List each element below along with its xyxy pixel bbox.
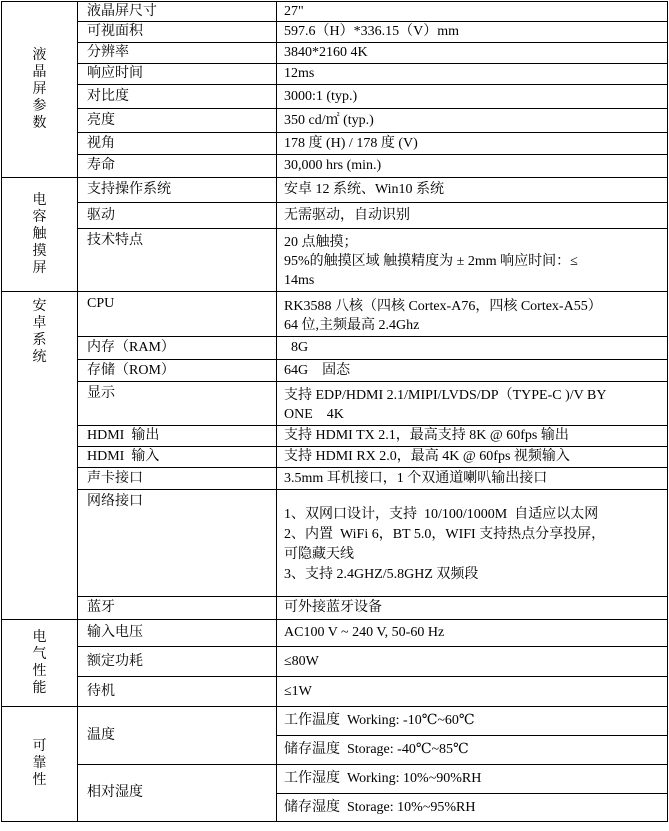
table-row — [2, 620, 668, 647]
value-line: 20 点触摸； — [284, 235, 358, 250]
param-value: 350 cd/㎡ (typ.) — [277, 109, 668, 133]
param-label: 亮度 — [78, 109, 277, 133]
table-row — [2, 468, 668, 490]
category-touch: 电容触摸屏 — [2, 178, 78, 292]
param-value: 3.5mm 耳机接口，1 个双通道喇叭输出接口 — [277, 468, 668, 490]
param-value: 储存湿度 Storage: 10%~95%RH — [277, 794, 668, 822]
table-row — [2, 155, 668, 178]
param-label: 显示 — [78, 382, 277, 426]
table-row — [2, 647, 668, 677]
param-label: 内存（RAM） — [78, 337, 277, 360]
table-row — [2, 229, 668, 292]
param-label: 支持操作系统 — [78, 178, 277, 203]
table-row — [2, 447, 668, 468]
category-lcd: 液晶屏参数 — [2, 2, 78, 178]
category-electrical: 电气性能 — [2, 620, 78, 707]
param-value-multiline — [277, 229, 668, 292]
param-label: 驱动 — [78, 203, 277, 229]
value-line: ONE 4K — [284, 407, 344, 422]
param-label: HDMI 输入 — [78, 447, 277, 468]
param-value: 工作温度 Working: -10℃~60℃ — [277, 707, 668, 736]
category-reliability: 可靠性 — [2, 707, 78, 822]
param-label: 蓝牙 — [78, 597, 277, 620]
param-label: 液晶屏尺寸 — [78, 2, 277, 22]
param-label: 声卡接口 — [78, 468, 277, 490]
param-value: 8G — [277, 337, 668, 360]
table-row — [2, 109, 668, 133]
param-value: 无需驱动，自动识别 — [277, 203, 668, 229]
param-value: 12ms — [277, 64, 668, 85]
table-row — [2, 707, 668, 736]
param-label: 存储（ROM） — [78, 360, 277, 382]
param-label: 对比度 — [78, 85, 277, 109]
table-row — [2, 490, 668, 597]
table-row — [2, 426, 668, 447]
param-label: CPU — [78, 292, 277, 337]
table-row — [2, 203, 668, 229]
value-line: 1、双网口设计，支持 10/100/1000M 自适应以太网 — [284, 506, 599, 522]
category-android: 安卓系统 — [2, 292, 78, 620]
param-value-multiline — [277, 382, 668, 426]
value-line: 95%的触摸区域 触摸精度为 ± 2mm 响应时间：≤ — [284, 254, 578, 269]
table-row — [2, 178, 668, 203]
param-value: 3000:1 (typ.) — [277, 85, 668, 109]
table-row — [2, 597, 668, 620]
param-value: 安卓 12 系统、Win10 系统 — [277, 178, 668, 203]
param-value: 支持 HDMI RX 2.0，最高 4K @ 60fps 视频输入 — [277, 447, 668, 468]
value-line: 64 位,主频最高 2.4Ghz — [284, 317, 420, 333]
param-label: 温度 — [78, 707, 277, 765]
value-line: 14ms — [284, 273, 315, 288]
value-line: 2、内置 WiFi 6，BT 5.0，WIFI 支持热点分享投屏， — [284, 526, 606, 542]
table-row — [2, 64, 668, 85]
table-row — [2, 85, 668, 109]
value-line: 3、支持 2.4GHZ/5.8GHZ 双频段 — [284, 566, 479, 582]
param-value: 27" — [277, 2, 668, 22]
table-row — [2, 677, 668, 707]
table-row — [2, 382, 668, 426]
param-label: 技术特点 — [78, 229, 277, 292]
param-label: 输入电压 — [78, 620, 277, 647]
param-label: 分辨率 — [78, 43, 277, 64]
table-row — [2, 2, 668, 22]
table-row — [2, 765, 668, 794]
param-label: 可视面积 — [78, 22, 277, 43]
param-value: 可外接蓝牙设备 — [277, 597, 668, 620]
param-value: 工作湿度 Working: 10%~90%RH — [277, 765, 668, 794]
param-value: 178 度 (H) / 178 度 (V) — [277, 133, 668, 155]
param-value: 支持 HDMI TX 2.1，最高支持 8K @ 60fps 输出 — [277, 426, 668, 447]
param-value: 储存温度 Storage: -40℃~85℃ — [277, 736, 668, 765]
table-row — [2, 360, 668, 382]
param-value: ≤1W — [277, 677, 668, 707]
param-value: 30,000 hrs (min.) — [277, 155, 668, 178]
table-row — [2, 43, 668, 64]
param-label: 寿命 — [78, 155, 277, 178]
param-value: 64G 固态 — [277, 360, 668, 382]
param-label: 响应时间 — [78, 64, 277, 85]
param-value: 3840*2160 4K — [277, 43, 668, 64]
table-row — [2, 133, 668, 155]
param-value: AC100 V ~ 240 V, 50-60 Hz — [277, 620, 668, 647]
value-line: RK3588 八核（四核 Cortex-A76，四核 Cortex-A55） — [284, 298, 602, 314]
param-label: 相对湿度 — [78, 765, 277, 822]
param-value-multiline — [277, 490, 668, 597]
table-row — [2, 292, 668, 337]
value-line: 支持 EDP/HDMI 2.1/MIPI/LVDS/DP（TYPE-C )/V BY — [284, 388, 607, 403]
table-row — [2, 22, 668, 43]
param-label: 额定功耗 — [78, 647, 277, 677]
value-line: 可隐藏天线 — [284, 546, 354, 562]
param-label: 网络接口 — [78, 490, 277, 597]
param-label: HDMI 输出 — [78, 426, 277, 447]
spec-table — [1, 1, 668, 822]
table-row — [2, 337, 668, 360]
param-value-multiline — [277, 292, 668, 337]
param-label: 视角 — [78, 133, 277, 155]
param-value: 597.6（H）*336.15（V）mm — [277, 22, 668, 43]
param-value: ≤80W — [277, 647, 668, 677]
param-label: 待机 — [78, 677, 277, 707]
